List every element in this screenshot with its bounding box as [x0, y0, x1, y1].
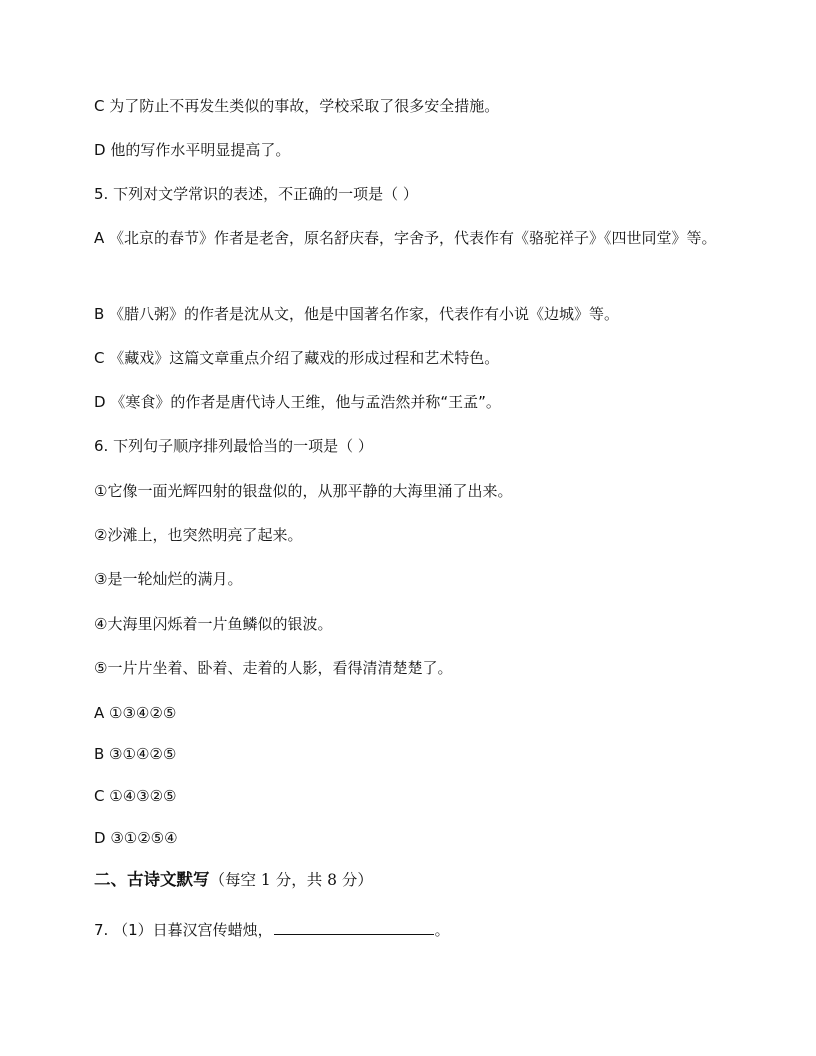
sentence-4: ④大海里闪烁着一片鱼鳞似的银波。: [94, 615, 333, 633]
sentence-2: ②沙滩上，也突然明亮了起来。: [94, 526, 303, 544]
section-heading-note: （每空 1 分，共 8 分）: [209, 871, 373, 889]
question-7-1-suffix: 。: [434, 921, 450, 939]
option-c-q6: C ①④③②⑤: [94, 787, 177, 805]
option-d-q4: D 他的写作水平明显提高了。: [94, 141, 291, 159]
sentence-1: ①它像一面光辉四射的银盘似的，从那平静的大海里涌了出来。: [94, 482, 513, 500]
sentence-3: ③是一轮灿烂的满月。: [94, 570, 243, 588]
question-5: 5. 下列对文学常识的表述，不正确的一项是（ ）: [94, 185, 418, 203]
question-7-1: [94, 918, 734, 942]
option-d-q5: D 《寒食》的作者是唐代诗人王维，他与孟浩然并称“王孟”。: [94, 393, 501, 411]
option-a-q5: A 《北京的春节》作者是老舍，原名舒庆春，字舍予，代表作有《骆驼祥子》《四世同堂》等。: [94, 229, 717, 247]
option-a-q6: A ①③④②⑤: [94, 704, 177, 722]
option-b-q6: B ③①④②⑤: [94, 745, 177, 763]
question-7-1-prefix: 7. （1）日暮汉宫传蜡烛，: [94, 921, 273, 939]
option-c-q5: C 《藏戏》这篇文章重点介绍了藏戏的形成过程和艺术特色。: [94, 349, 500, 367]
sentence-5: ⑤一片片坐着、卧着、走着的人影，看得清清楚楚了。: [94, 659, 453, 677]
section-heading-title: 二、古诗文默写: [94, 870, 210, 889]
option-d-q6: D ③①②⑤④: [94, 829, 178, 847]
option-c-q4: C 为了防止不再发生类似的事故，学校采取了很多安全措施。: [94, 97, 500, 115]
answer-blank[interactable]: [274, 918, 434, 935]
section-heading: [94, 868, 734, 892]
option-b-q5: B 《腊八粥》的作者是沈从文，他是中国著名作家，代表作有小说《边城》等。: [94, 305, 620, 323]
question-6: 6. 下列句子顺序排列最恰当的一项是（ ）: [94, 437, 373, 455]
